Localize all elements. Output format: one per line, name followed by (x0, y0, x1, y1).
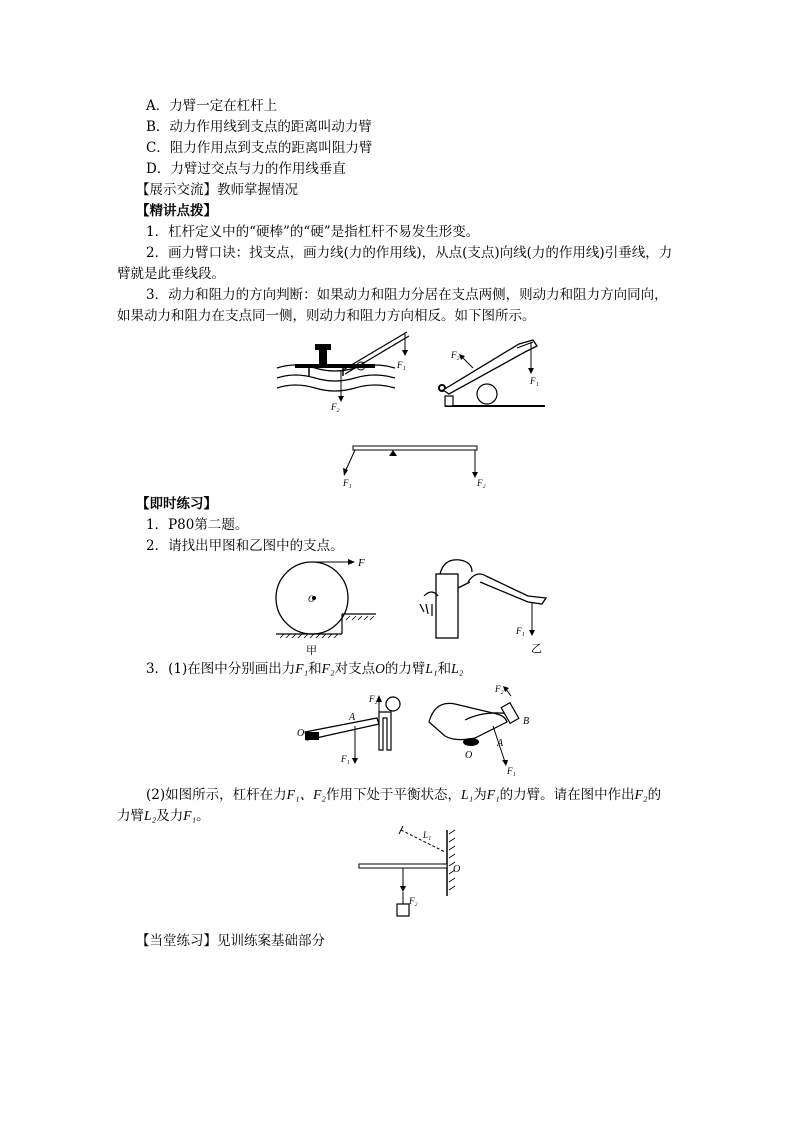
point-2-line1: 2．画力臂口诀：找支点，画力线(力的作用线)，从点(支点)向线(力的作用线)引垂线，力 (146, 245, 673, 261)
exercise-1: 1．P80第二题。 (146, 517, 249, 533)
pushup-figure (295, 682, 415, 772)
label-f1-leg: F₁ (507, 766, 516, 776)
label-o-leg: O (465, 750, 473, 761)
exercise-3-2-f1f2: F₁、F₂ (286, 787, 327, 802)
exercise-3-2-l2: L₂ (144, 808, 157, 823)
lever-press-figure (435, 330, 550, 415)
exercise-3-1-f1: F₁ (295, 661, 309, 676)
section-exchange: 【展示交流】教师掌握情况 (136, 182, 298, 198)
exercise-3-2-text-b: 作用下处于平衡状态， (326, 787, 462, 803)
label-f2-pushup: F₂ (369, 694, 378, 704)
option-c: C．阻力作用点到支点的距离叫阻力臂 (146, 140, 373, 156)
section-instant: 【即时练习】 (136, 496, 217, 512)
label-f2-lever: F₂ (451, 350, 460, 360)
exercise-3-1-o: O (375, 661, 385, 676)
exercise-3-1-text-b: 和 (308, 661, 322, 677)
wall-lever-figure (355, 826, 470, 922)
label-f1-lever: F₁ (530, 376, 539, 386)
exercise-3-1-text-e: 和 (437, 661, 452, 677)
exercise-3-2-text-g: 及力 (156, 808, 184, 824)
label-f2-leg: F₂ (495, 684, 504, 694)
label-f-wheel: F (358, 558, 365, 569)
exercise-3-1-text-c: 对支点 (334, 661, 376, 677)
exercise-3-2-text-e: 的 (647, 787, 662, 803)
option-d: D．力臂过交点与力的作用线垂直 (146, 161, 346, 177)
option-a: A．力臂一定在杠杆上 (146, 98, 278, 114)
label-f2-crowbar: F₂ (331, 402, 340, 412)
exercise-3-2-l1: L₁ (461, 787, 474, 802)
exercise-3-1-l1: L₁ (425, 661, 438, 676)
label-f2-wall: F₂ (409, 896, 418, 906)
exercise-3-1-f2: F₂ (321, 661, 335, 676)
crowbar-rail-figure (275, 328, 420, 418)
exercise-3-1 (146, 660, 463, 678)
label-jia: 甲 (306, 645, 317, 657)
label-l1-wall: L₁ (423, 830, 432, 840)
label-o-pushup: O (297, 728, 305, 739)
label-f2-seesaw: F₂ (477, 478, 486, 488)
exercise-3-2-text-d: 的力臂。请在图中作出 (499, 787, 635, 803)
point-2-line2: 臂就是此垂线段。 (117, 266, 225, 282)
label-o-wall: O (453, 864, 461, 875)
exercise-3-2-line1 (146, 786, 661, 804)
exercise-3-2-text-c: 为 (473, 787, 487, 803)
exercise-3-2-line2 (117, 807, 210, 825)
exercise-3-2-f1: F₁ (486, 787, 500, 802)
pump-handle-figure (410, 552, 555, 658)
option-b: B．动力作用线到支点的距离叫动力臂 (146, 119, 372, 135)
point-1: 1．杠杆定义中的“硬棒”的“硬”是指杠杆不易发生形变。 (146, 224, 480, 240)
exercise-2: 2．请找出甲图和乙图中的支点。 (146, 538, 344, 554)
exercise-3-2-f2: F₂ (634, 787, 648, 802)
exercise-3-1-text-d: 的力臂 (384, 661, 426, 677)
label-f1-seesaw: F₁ (343, 478, 352, 488)
exercise-3-2-f1b: F₁ (183, 808, 197, 823)
exercise-3-2-text-a: (2)如图所示，杠杆在力 (146, 787, 287, 803)
label-a-pushup: A (349, 712, 356, 723)
exercise-3-1-text-a: 3．(1)在图中分别画出力 (146, 661, 296, 677)
label-b-leg: B (523, 716, 530, 727)
label-a-leg: A (497, 738, 504, 749)
wheel-step-figure (272, 558, 382, 658)
label-yi: 乙 (531, 643, 542, 655)
exercise-3-1-l2: L₂ (451, 661, 464, 676)
label-f1-pump: F₁ (516, 626, 525, 636)
seesaw-figure (335, 440, 500, 490)
section-class-practice: 【当堂练习】见训练案基础部分 (136, 933, 325, 949)
point-3-line2: 如果动力和阻力在支点同一侧，则动力和阻力方向相反。如下图所示。 (117, 308, 536, 324)
label-f1-crowbar: F₁ (397, 360, 406, 370)
point-3-line1: 3．动力和阻力的方向判断：如果动力和阻力分居在支点两侧，则动力和阻力方向同向， (146, 287, 668, 303)
exercise-3-2-text-h: 。 (196, 808, 210, 824)
section-lecture: 【精讲点拨】 (136, 203, 217, 219)
label-o-wheel: O (308, 594, 315, 604)
label-f1-pushup: F₁ (341, 754, 350, 764)
leg-figure (425, 680, 545, 780)
exercise-3-2-text-f: 力臂 (117, 808, 144, 824)
